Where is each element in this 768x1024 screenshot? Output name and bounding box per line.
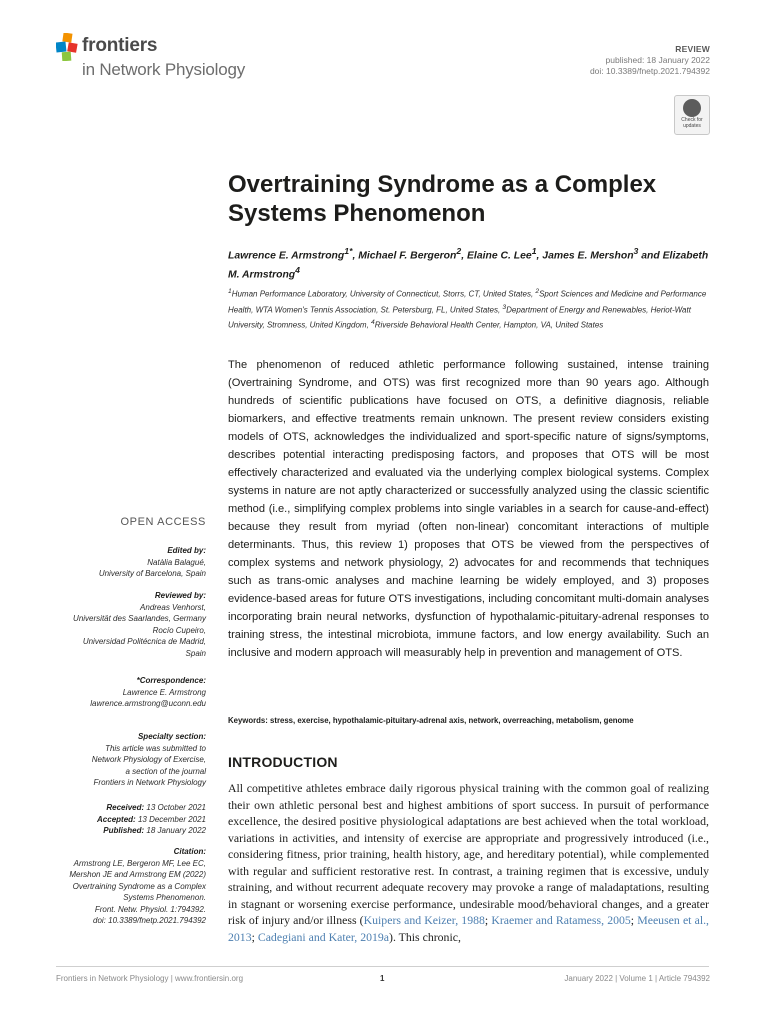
reviewer-name: Rocío Cupeiro, (152, 625, 206, 635)
citation-line: Systems Phenomenon. (123, 893, 206, 902)
reviewed-by-label: Reviewed by: (154, 591, 206, 600)
accepted-label: Accepted: (97, 814, 136, 824)
reviewer-name: Andreas Venhorst, (140, 602, 206, 612)
specialty-section (40, 731, 206, 789)
specialty-line: Network Physiology of Exercise, (91, 755, 206, 764)
author-affiliation-ref: 2 (456, 246, 462, 256)
footer-issue-info: January 2022 | Volume 1 | Article 794392 (564, 974, 710, 983)
citation-line: Front. Netw. Physiol. 1:794392. (94, 904, 206, 914)
edited-by (40, 545, 206, 580)
section-heading: INTRODUCTION (228, 754, 338, 770)
citation-label: Citation: (173, 847, 206, 856)
published-date: 18 January 2022 (146, 826, 206, 835)
citation-line: Armstrong LE, Bergeron MF, Lee EC, (73, 858, 206, 868)
citation-doi[interactable]: doi: 10.3389/fnetp.2021.794392 (93, 916, 206, 925)
citation-block (40, 846, 206, 927)
published-label: Published: (103, 826, 145, 835)
author-list: Lawrence E. Armstrong$^{1*}$, Michael F. Bergeron$^2$, Elaine C. Lee$^1$, James E. Mershon$^3$ and Elizabeth M. Armstrong$^4$ (228, 246, 709, 281)
editor-name: Natàlia Balagué, (147, 557, 206, 567)
author-name[interactable]: Elizabeth M. Armstrong (228, 250, 709, 281)
correspondence-label: *Correspondence: (136, 676, 206, 685)
accepted-date: 13 December 2021 (137, 814, 206, 824)
affiliation: Sport Sciences and Medicine and Performance Health, WTA Women's Tennis Association, St. Petersburg, FL, United States, (228, 289, 707, 315)
citation-link[interactable]: Kraemer and Ratamess, 2005 (491, 913, 631, 927)
citation-link[interactable]: Meeusen et al., 2013 (228, 913, 710, 944)
author-name[interactable]: James E. Mershon (542, 250, 634, 262)
page-number: 1 (380, 974, 385, 983)
keywords: Keywords: stress, exercise, hypothalamic-pituitary-adrenal axis, network, overreaching, metabolism, genome (228, 716, 634, 725)
specialty-label: Specialty section: (137, 732, 206, 741)
editor-affiliation: University of Barcelona, Spain (98, 569, 206, 578)
edited-by-label: Edited by: (167, 546, 206, 555)
reviewer-affiliation: Universidad Politécnica de Madrid, (82, 637, 206, 646)
author-name[interactable]: Elaine C. Lee (467, 250, 532, 262)
publish-date: published: 18 January 2022 (605, 55, 710, 65)
reviewed-by (40, 590, 206, 659)
article-title: Overtraining Syndrome as a Complex Systems Phenomenon (228, 171, 657, 227)
author-affiliation-ref: 1 (531, 246, 537, 256)
frontiers-logo-icon (56, 33, 80, 61)
specialty-line: Frontiers in Network Physiology (93, 778, 206, 787)
citation-link[interactable]: Cadegiani and Kater, 2019a (257, 929, 390, 944)
journal-name: in Network Physiology (82, 60, 246, 79)
received-date: 13 October 2021 (146, 803, 206, 812)
received-label: Received: (106, 803, 145, 812)
author-affiliation-ref: 3 (633, 246, 639, 256)
journal-logo[interactable] (56, 33, 266, 83)
updates-label: updates (683, 122, 701, 129)
article-meta (590, 44, 710, 77)
crossmark-icon (683, 99, 701, 117)
correspondent-name: Lawrence E. Armstrong (122, 687, 206, 697)
introduction-paragraph: All competitive athletes embrace daily rigorous physical training with the common goal of realizing their own athletic personal best and highest ambitions of sport success. In pursuit of performance excellence, the desired positive physiological adaptations are best achieved when the total workload, variations in activities, and intensity of exercise are appropriate and progressively introduced (i.e., considering fitness, prior training, health history, age, and hereditary potential), while complemented with regular and sufficient restorative rest. In contrast, a training regimen that is excessive, unduly straining, and without recurrent adequate recovery may provoke a range of maladaptations, resulting in stagnant or worsening exercise performance, undesirable mood/behavioral changes, and a greater risk of injury and/or illness (Kuipers and Keizer, 1988; Kraemer and Ratamess, 2005; Meeusen et al., 2013; Cadegiani and Kater, 2019a). This chronic, (228, 781, 710, 944)
open-access-label: OPEN ACCESS (120, 516, 206, 528)
affiliations: $^1$Human Performance Laboratory, University of Connecticut, Storrs, CT, United States, $^2$Sport Sciences and Medicine and Performance Health, WTA Women's Tennis Association, St. Petersburg, FL, United States, $^3$Department of Energy and Renewables, Heriot-Watt University, Stromness, United Kingdom, $^4$Riverside Behavioral Health Center, Hampton, VA, United States (228, 288, 707, 330)
dates (40, 802, 206, 837)
article-doi[interactable]: doi: 10.3389/fnetp.2021.794392 (589, 66, 710, 76)
journal-brand: frontiers (82, 35, 158, 56)
citation-line: Overtraining Syndrome as a Complex (72, 881, 206, 891)
check-for-updates-badge[interactable] (674, 95, 710, 135)
abstract: The phenomenon of reduced athletic performance following sustained, intense training (Overtraining Syndrome, and OTS) was first recognized more than 90 years ago. Although hundreds of scientific publications have focused on OTS, a definitive diagnosis, reliable biomarkers, and effective treatments remain unknown. The present review considers existing models of OTS, acknowledges the individualized and sport-specific nature of signs/symptoms, describes potential interacting predisposing factors, and proposes that OTS will be most effectively characterized and evaluated via the underlying complex biological systems. Complex systems in nature are not aptly characterized or successfully analyzed using the classic scientific method (i.e., simplifying complex problems into single variables in a search for cause-and-effect) because they result from myriad (often non-linear) concomitant interactions of multiple determinants. Thus, this review 1) proposes that OTS be viewed from the perspectives of complex systems and network physiology, 2) advocates for and recommends that techniques such as trans-omic analyses and machine learning be widely employed, and 3) proposes evidence-based areas for future OTS investigations, including concomitant multi-domain analyses incorporating brain neural networks, dysfunction of hypothalamic-pituitary-adrenal responses to training stress, the intestinal microbiota, immune factors, and low energy availability. Such an inclusive and modern approach will measurably help in prevention and management of OTS. (228, 359, 709, 659)
citation-link[interactable]: Kuipers and Keizer, 1988 (363, 913, 485, 927)
affiliation: Human Performance Laboratory, University of Connecticut, Storrs, CT, United States, (231, 289, 536, 299)
author-affiliation-ref: 4 (295, 265, 300, 276)
specialty-line: This article was submitted to (105, 743, 206, 753)
author-name[interactable]: Michael F. Bergeron (358, 250, 457, 262)
correspondence (40, 675, 206, 710)
check-label: Check for (681, 117, 703, 123)
affiliation: Riverside Behavioral Health Center, Hampton, VA, United States (374, 320, 604, 330)
citation-line: Mershon JE and Armstrong EM (2022) (69, 870, 206, 879)
author-affiliation-ref: 1* (344, 246, 353, 256)
reviewer-affiliation: Universität des Saarlandes, Germany (73, 614, 206, 623)
affiliation: Department of Energy and Renewables, Heriot-Watt University, Stromness, United Kingdom, (228, 305, 691, 330)
footer-divider (56, 966, 709, 967)
specialty-line: a section of the journal (125, 766, 206, 776)
footer-journal-link[interactable]: Frontiers in Network Physiology | www.frontiersin.org (56, 974, 244, 983)
article-type: REVIEW (675, 44, 710, 54)
correspondent-email[interactable]: lawrence.armstrong@uconn.edu (90, 699, 206, 708)
author-name[interactable]: Lawrence E. Armstrong (228, 250, 345, 262)
reviewer-affiliation: Spain (185, 648, 206, 658)
